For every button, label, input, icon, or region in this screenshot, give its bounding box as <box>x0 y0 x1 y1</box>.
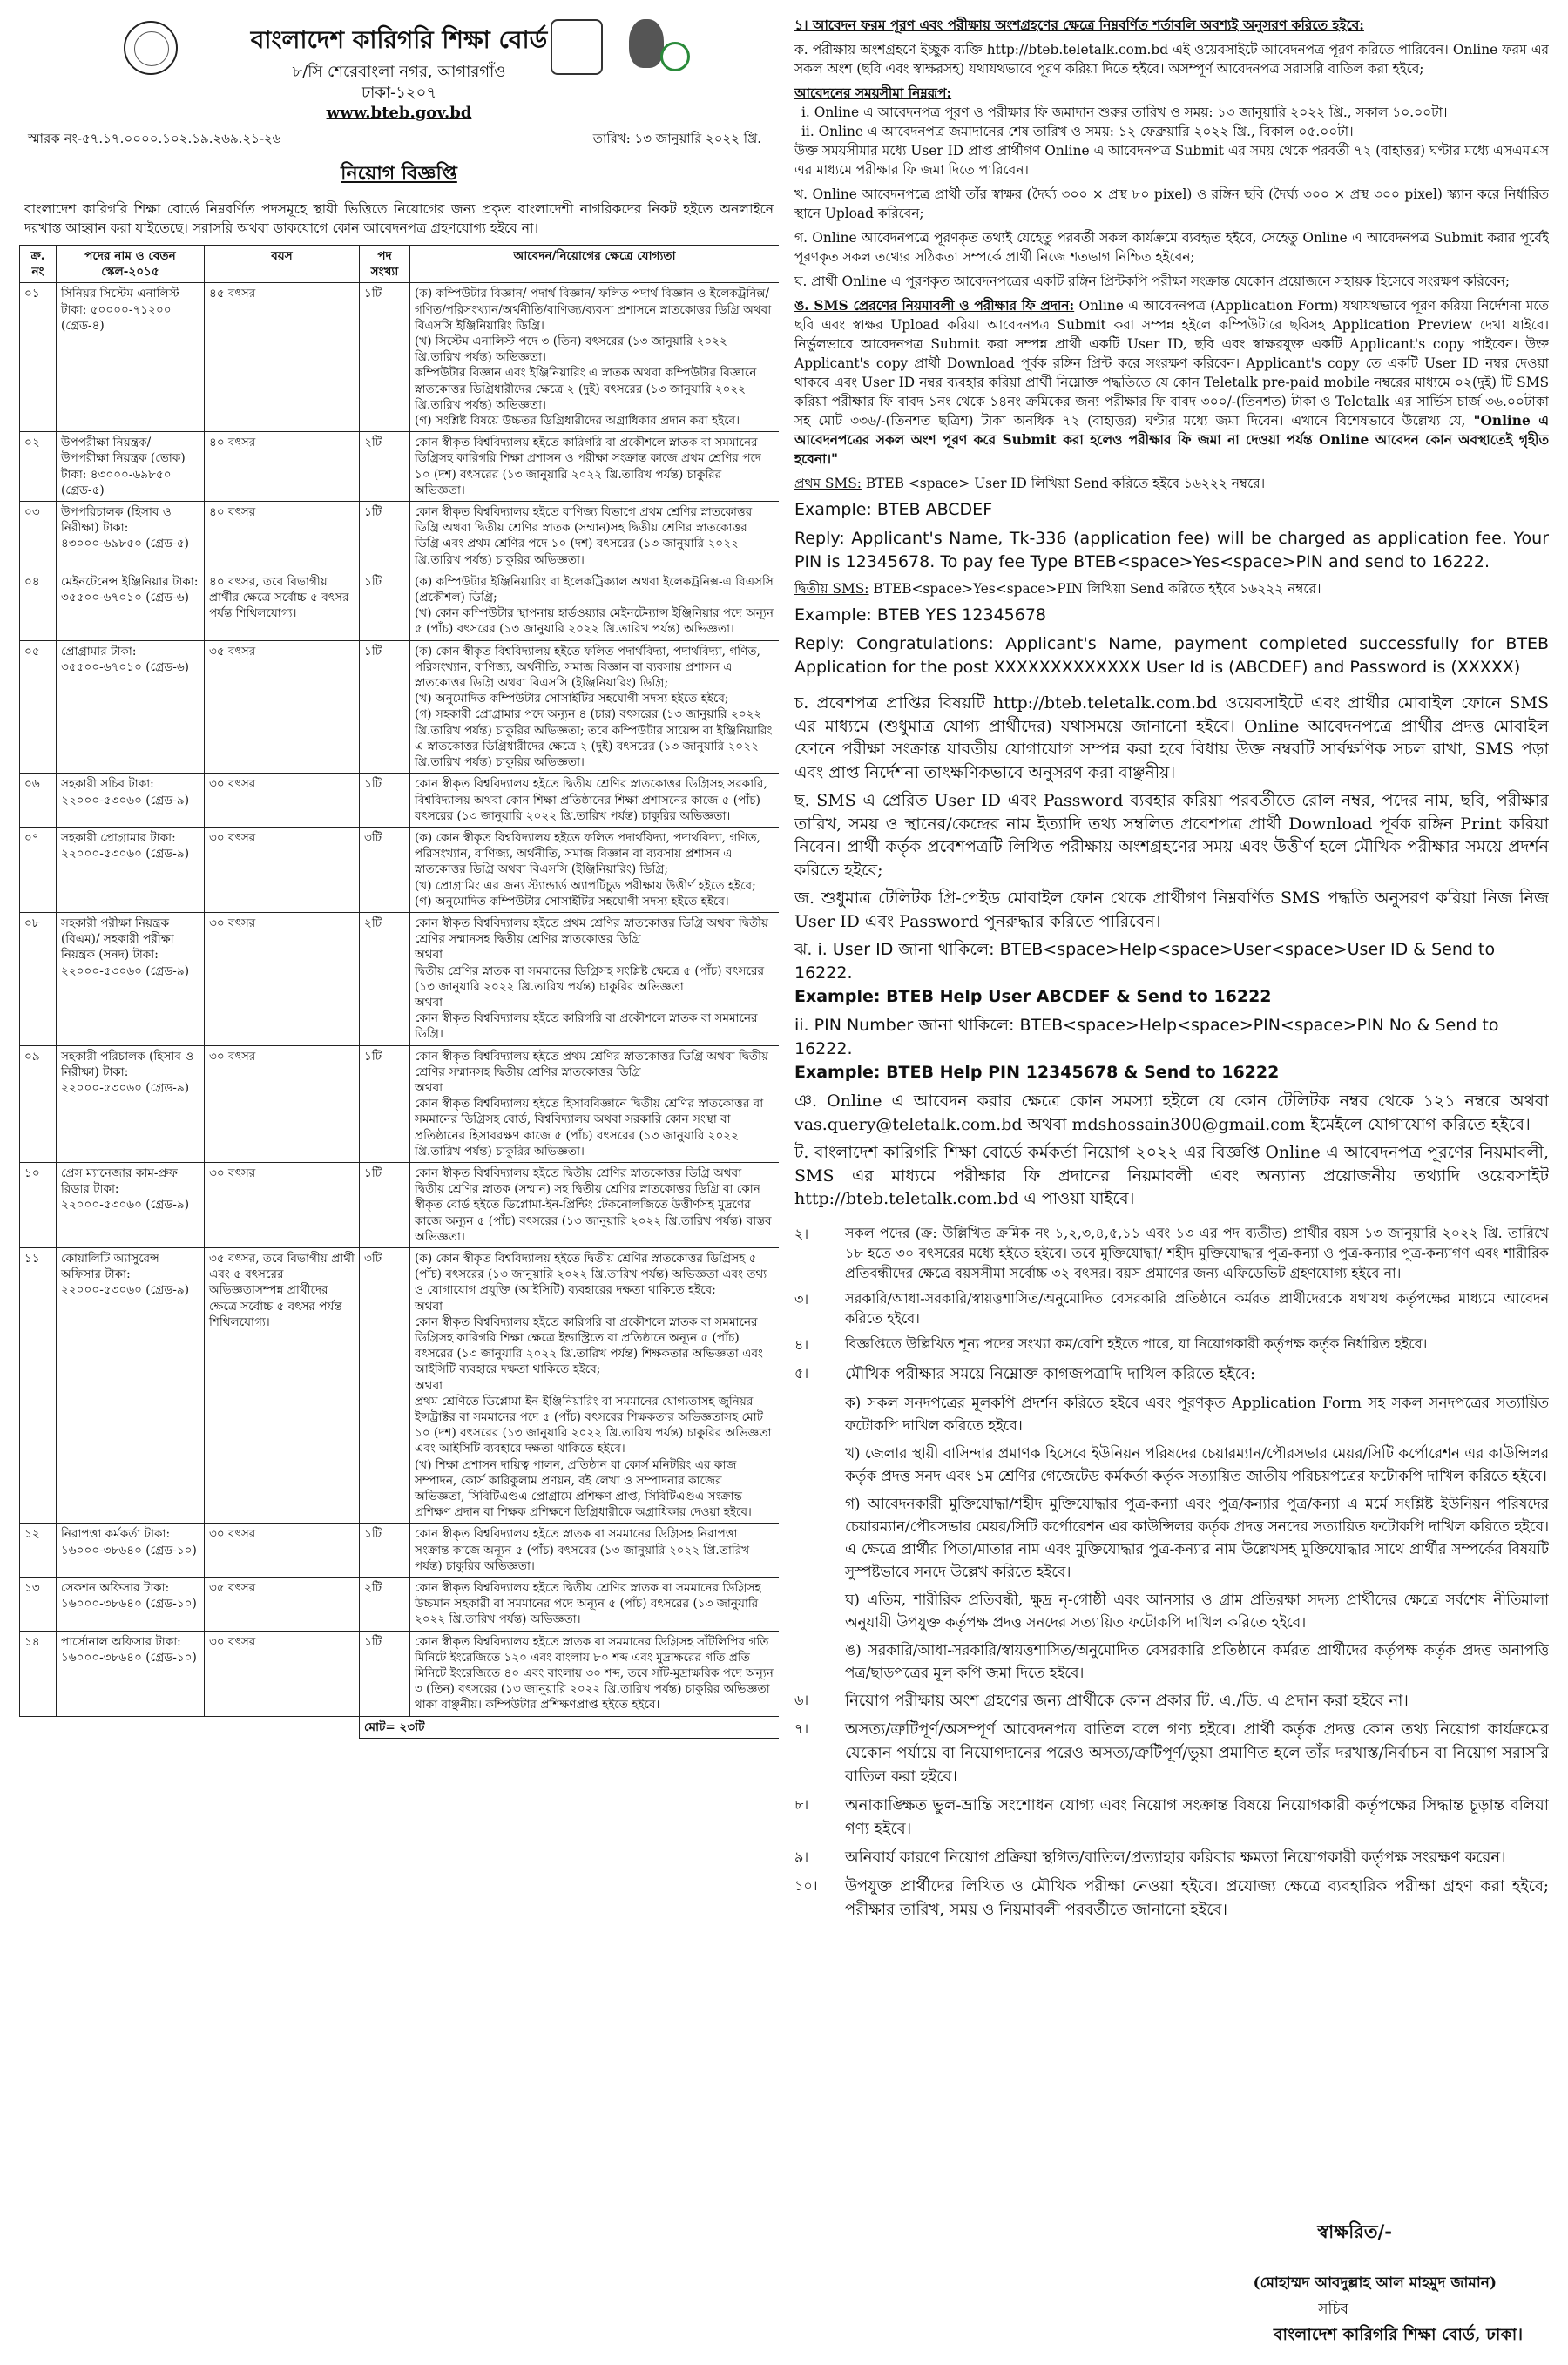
cell-count: ১টি <box>360 283 410 432</box>
table-row <box>20 1247 780 1523</box>
cell-count: ১টি <box>360 571 410 640</box>
cell-count: ২টি <box>360 432 410 502</box>
cell-no: ১২ <box>20 1524 57 1578</box>
list-item <box>794 1223 1549 1283</box>
cell-post: সহকারী প্রোগ্রামার টাকা: ২২০০০-৫৩০৬০ (গ্রেড-৯) <box>57 827 205 912</box>
table-row <box>20 640 780 774</box>
table-row <box>20 912 780 1045</box>
cell-requirements: কোন স্বীকৃত বিশ্ববিদ্যালয় হইতে স্নাতক বা সমমানের ডিগ্রিসহ নিরাপত্তা সংক্রান্ত কাজে অন্যূন ৫ (পাঁচ) বৎসরের (১৩ জানুয়ারি ২০২২ খ্রি.তারিখ পর্যন্ত) চাকুরির অভিজ্ঞতা। <box>410 1524 780 1578</box>
cell-post: প্রোগ্রামার টাকা: ৩৫৫০০-৬৭০১০ (গ্রেড-৬) <box>57 640 205 774</box>
cell-age: ৩০ বৎসর <box>205 912 360 1045</box>
sms-rules-heading: ঙ. SMS প্রেরণের নিয়মাবলী ও পরীক্ষার ফি প্রদান: <box>794 298 1075 314</box>
cell-requirements: কোন স্বীকৃত বিশ্ববিদ্যালয় হইতে প্রথম শ্রেণির স্নাতকোত্তর ডিগ্রি অথবা দ্বিতীয় শ্রেণির সম্মানসহ দ্বিতীয় শ্রেণির স্নাতকোত্তর ডিগ্রি অথবা দ্বিতীয় শ্রেণির স্নাতক বা সমমানের ডিগ্রিসহ সংশ্লিষ্ট ক্ষেত্রে ৫ (পাঁচ) বৎসরের (১৩ জানুয়ারি ২০২২ খ্রি.তারিখ পর্যন্ত) চাকুরির অভিজ্ঞতা অথবা কোন স্বীকৃত বিশ্ববিদ্যালয় হইতে কারিগরি বা প্রকৌশলে স্নাতক বা সমমানের ডিগ্রি। <box>410 912 780 1045</box>
total-value: ২৩টি <box>399 1720 425 1734</box>
item-text: নিয়োগ পরীক্ষায় অংশ গ্রহণের জন্য প্রার্থীকে কোন প্রকার টি. এ./ডি. এ প্রদান করা হইবে না। <box>845 1691 1409 1710</box>
item-number: ৯। <box>794 1848 809 1865</box>
conditions-heading: ১। আবেদন ফরম পূরণ এবং পরীক্ষায় অংশগ্রহণের ক্ষেত্রে নিম্নবর্ণিত শর্তাবলি অবশ্যই অনুসরণ করিতে হইবে: <box>794 17 1364 33</box>
cell-age: ৪০ বৎসর <box>205 502 360 571</box>
address-line-2: ঢাকা-১২০৭ <box>361 84 437 102</box>
cell-count: ১টি <box>360 502 410 571</box>
item-text: মৌখিক পরীক্ষার সময়ে নিম্নোক্ত কাগজপত্রাদি দাখিল করিতে হইবে: <box>845 1364 1256 1383</box>
cell-post: সহকারী সচিব টাকা: ২২০০০-৫৩০৬০ (গ্রেড-৯) <box>57 774 205 828</box>
header-no: ক্র. নং <box>20 246 57 283</box>
item-text: অসত্য/ত্রুটিপূর্ণ/অসম্পূর্ণ আবেদনপত্র বাতিল বলে গণ্য হইবে। প্রার্থী কর্তৃক প্রদত্ত কোন তথ্য নিয়োগ কার্যক্রমের যেকোন পর্যায়ে বা নিয়োগদানের পরেও অসত্য/ত্রুটিপূর্ণ/ভুয়া প্রমাণিত হলে তাঁর দরখাস্ত/নির্বাচন বা নিয়োগ সরাসরি বাতিল করা হইবে। <box>845 1720 1549 1786</box>
cell-post: প্রেস ম্যানেজার কাম-প্রুফ রিডার টাকা: ২২০০০-৫৩০৬০ (গ্রেড-৯) <box>57 1162 205 1247</box>
table-row <box>20 827 780 912</box>
cell-age: ৪০ বৎসর, তবে বিভাগীয় প্রার্থীর ক্ষেত্রে সর্বোচ্চ ৫ বৎসর পর্যন্ত শিথিলযোগ্য। <box>205 571 360 640</box>
first-sms-example: Example: BTEB ABCDEF <box>794 500 993 519</box>
cell-age: ৪৫ বৎসর <box>205 283 360 432</box>
header-count: পদ সংখ্যা <box>360 246 410 283</box>
signed-mark: স্বাক্ষরিত/- <box>1317 2220 1392 2242</box>
item-number: ৮। <box>794 1795 809 1813</box>
cell-post: সহকারী পরীক্ষা নিয়ন্ত্রক (বিএম)/ সহকারী পরীক্ষা নিয়ন্ত্রক (সনদ) টাকা: ২২০০০-৫৩০৬০ (গ্রেড-৯) <box>57 912 205 1045</box>
portrait-logo-icon <box>620 16 699 77</box>
cell-requirements: কোন স্বীকৃত বিশ্ববিদ্যালয় হইতে দ্বিতীয় শ্রেণির স্নাতক বা সমমানের ডিগ্রিসহ উচ্চমান সহকারী বা সমমানের পদে অন্যূন ৫ (পাঁচ) বৎসরের (১৩ জানুয়ারি ২০২২ খ্রি.তারিখ পর্যন্ত) অভিজ্ঞতা। <box>410 1578 780 1632</box>
first-sms-reply: Reply: Applicant's Name, Tk-336 (application fee) will be charged as application fee. Your PIN is 12345678. To pay fee Type BTEB<space>Yes<space>PIN and send to 16222. <box>794 529 1549 571</box>
website-link[interactable]: www.bteb.gov.bd <box>326 104 472 122</box>
table-row <box>20 571 780 640</box>
cell-age: ৩০ বৎসর <box>205 1524 360 1578</box>
clause-umo <box>794 296 1549 469</box>
first-sms-label: প্রথম SMS: <box>794 476 862 491</box>
clause-gha: ঘ. প্রার্থী Online এ পূরণকৃত আবেদনপত্রের একটি রঙ্গিন প্রিন্টকপি পরীক্ষা সংক্রান্ত যেকোন প্রয়োজনে সহায়ক হিসেবে সংরক্ষণ করিবেন; <box>794 274 1511 289</box>
cell-requirements: (ক) কোন স্বীকৃত বিশ্ববিদ্যালয় হইতে ফলিত পদার্থবিদ্যা, পদার্থবিদ্যা, গণিত, পরিসংখ্যান, বাণিজ্য, অর্থনীতি, সমাজ বিজ্ঞান বা ব্যবসায় প্রশাসন এ স্নাতকোত্তর ডিগ্রি অথবা বিএসসি (ইঞ্জিনিয়ারিং) ডিগ্রি; (খ) অনুমোদিত কম্পিউটার সোসাইটির সহযোগী সদস্য হইতে হইবে; (গ) সহকারী প্রোগ্রামার পদে অন্যূন ৪ (চার) বৎসরের (১৩ জানুয়ারি ২০২২ খ্রি.তারিখ পর্যন্ত) চাকুরির অভিজ্ঞতা; তবে কম্পিউটার সায়েন্স বা ইঞ্জিনিয়ারিং এ স্নাতকোত্তর ডিগ্রিধারীদের ক্ষেত্রে ২ (দুই) বৎসরের (১৩ জানুয়ারি ২০২২ খ্রি.তারিখ পর্যন্ত) চাকুরির অভিজ্ঞতা। <box>410 640 780 774</box>
signer-name: (মোহাম্মদ আবদুল্লাহ আল মাহমুদ জামান) <box>1253 2274 1497 2292</box>
cell-count: ১টি <box>360 640 410 774</box>
notice-page <box>19 16 1549 2350</box>
recover-pin-example: Example: BTEB Help PIN 12345678 & Send to 16222 <box>794 1063 1280 1082</box>
clause-cha: চ. প্রবেশপত্র প্রাপ্তির বিষয়টি http://bteb.teletalk.com.bd ওয়েবসাইটে এবং প্রার্থীর মোবাইল ফোনে SMS এর মাধ্যমে (শুধুমাত্র যোগ্য প্রার্থীদের) যথাসময়ে জানানো হইবে। Online আবেদনপত্রে প্রার্থীর প্রদত্ত মোবাইল ফোনে পরীক্ষা সংক্রান্ত যাবতীয় যোগাযোগ সম্পন্ন করা হবে বিধায় উক্ত নম্বরটি সার্বক্ষণিক সচল রাখা, SMS পড়া এবং প্রাপ্ত নির্দেশনা তাৎক্ষণিকভাবে অনুসরণ করা বাঞ্ছনীয়। <box>794 693 1549 782</box>
document-list <box>794 1391 1549 1684</box>
header-age: বয়স <box>205 246 360 283</box>
recover-user-id-example: Example: BTEB Help User ABCDEF & Send to 16222 <box>794 987 1272 1006</box>
cell-count: ১টি <box>360 1631 410 1716</box>
second-sms-example: Example: BTEB YES 12345678 <box>794 605 1047 625</box>
table-body <box>20 283 780 1716</box>
cell-no: ০১ <box>20 283 57 432</box>
list-item <box>794 1875 1549 1922</box>
address-line-1: ৮/সি শেরেবাংলা নগর, আগারগাঁও <box>292 63 506 81</box>
cell-count: ১টি <box>360 1045 410 1162</box>
numbered-items-2 <box>794 1689 1549 1922</box>
cell-post: পার্সোনাল অফিসার টাকা: ১৬০০০-৩৮৬৪০ (গ্রেড-১০) <box>57 1631 205 1716</box>
cell-post: নিরাপত্তা কর্মকর্তা টাকা: ১৬০০০-৩৮৬৪০ (গ্রেড-১০) <box>57 1524 205 1578</box>
cell-count: ২টি <box>360 912 410 1045</box>
document-list-item: ঙ) সরকারি/আধা-সরকারি/স্বায়ত্তশাসিত/অনুমোদিত বেসরকারি প্রতিষ্ঠানে কর্মরত প্রার্থীদের কর্তৃপক্ষ কর্তৃক প্রদত্ত অনাপত্তি পত্র/ছাড়পত্রের মূল কপি জমা দিতে হইবে। <box>845 1640 1549 1681</box>
clause-chha: ছ. SMS এ প্রেরিত User ID এবং Password ব্যবহার করিয়া পরবর্তীতে রোল নম্বর, পদের নাম, ছবি, পরীক্ষার তারিখ, সময় ও স্থানের/কেন্দ্রের নাম ইত্যাদি তথ্য সম্বলিত প্রবেশপত্র প্রার্থী Download পূর্বক রঙ্গিন Print করিয়া নিবেন। প্রার্থী কর্তৃক প্রবেশপত্রটি লিখিত পরীক্ষায় অংশগ্রহণের সময় এবং উত্তীর্ণ হলে মৌখিক পরীক্ষার সময়ে প্রদর্শন করিতে হইবে; <box>794 791 1549 880</box>
item-number: ৭। <box>794 1720 809 1737</box>
item-number: ৫। <box>794 1364 809 1382</box>
item-text: উপযুক্ত প্রার্থীদের লিখিত ও মৌখিক পরীক্ষা নেওয়া হইবে। প্রযোজ্য ক্ষেত্রে ব্যবহারিক পরীক্ষা গ্রহণ করা হইবে; পরীক্ষার তারিখ, সময় ও নিয়মাবলী পরবর্তীতে জানানো হইবে। <box>845 1876 1549 1919</box>
header-post: পদের নাম ও বেতন স্কেল-২০১৫ <box>57 246 205 283</box>
second-sms <box>794 579 1549 598</box>
table-row <box>20 432 780 502</box>
numbered-items <box>794 1223 1549 1386</box>
document-list-item: ঘ) এতিম, শারীরিক প্রতিবন্ধী, ক্ষুদ্র নৃ-গোষ্ঠী এবং আনসার ও গ্রাম প্রতিরক্ষা সদস্য প্রার্থীদের ক্ষেত্রে সর্বশেষ নীতিমালা অনুযায়ী উপযুক্ত কর্তৃপক্ষ প্রদত্ত সনদের সত্যায়িত ফটোকপি দাখিল করিতে হইবে। <box>845 1590 1549 1631</box>
cell-age: ৩৫ বৎসর <box>205 1578 360 1632</box>
clause-ga: গ. Online আবেদনপত্রে পূরণকৃত তথ্যই যেহেতু পরবর্তী সকল কার্যক্রমে ব্যবহৃত হইবে, সেহেতু Online এ আবেদনপত্র Submit করার পূর্বেই পূরণকৃত সকল তথ্যের সঠিকতা সম্পর্কে প্রার্থী নিজে শতভাগ নিশ্চিত হইবেন; <box>794 230 1549 265</box>
header-requirements: আবেদন/নিয়োগের ক্ষেত্রে যোগ্যতা <box>410 246 780 283</box>
cell-requirements: (ক) কম্পিউটার বিজ্ঞান/ পদার্থ বিজ্ঞান/ ফলিত পদার্থ বিজ্ঞান ও ইলেকট্রনিক্স/গণিত/পরিসংখ্যান/অর্থনীতি/বাণিজ্য/ব্যবসা প্রশাসনে স্নাতকোত্তর ডিগ্রি অথবা বিএসসি ইঞ্জিনিয়ারিং ডিগ্রি। (খ) সিস্টেম এনালিস্ট পদে ৩ (তিন) বৎসরের (১৩ জানুয়ারি ২০২২ খ্রি.তারিখ পর্যন্ত) অভিজ্ঞতা। কম্পিউটার বিজ্ঞান এবং ইঞ্জিনিয়ারিং এ স্নাতক অথবা কম্পিউটার বিজ্ঞানে স্নাতকোত্তর ডিগ্রিধারীদের ক্ষেত্রে ২ (দুই) বৎসরের (১৩ জানুয়ারি ২০২২ খ্রি.তারিখ পর্যন্ত) অভিজ্ঞতা। (গ) সংশ্লিষ্ট বিষয়ে উচ্চতর ডিগ্রিধারীদের অগ্রাধিকার প্রদান করা হইবে। <box>410 283 780 432</box>
table-row <box>20 283 780 432</box>
first-sms <box>794 474 1549 493</box>
cell-post: সিনিয়র সিস্টেম এনালিস্ট টাকা: ৫০০০০-৭১২০০ (গ্রেড-৪) <box>57 283 205 432</box>
item-text: অনিবার্য কারণে নিয়োগ প্রক্রিয়া স্থগিত/বাতিল/প্রত্যাহার করিবার ক্ষমতা নিয়োগকারী কর্তৃপক্ষ সংরক্ষণ করেন। <box>845 1848 1506 1867</box>
table-header-row <box>20 246 780 283</box>
cell-requirements: কোন স্বীকৃত বিশ্ববিদ্যালয় হইতে দ্বিতীয় শ্রেণির স্নাতকোত্তর ডিগ্রিসহ সরকারি, বিশ্ববিদ্যালয় অথবা কোন শিক্ষা প্রতিষ্ঠানের শিক্ষা প্রশাসনের কাজে ৫ (পাঁচ) বৎসরের (১৩ জানুয়ারি ২০২২ খ্রি.তারিখ পর্যন্ত) চাকুরির অভিজ্ঞতা। <box>410 774 780 828</box>
total-row <box>20 1716 780 1738</box>
cell-age: ৩০ বৎসর <box>205 1045 360 1162</box>
cell-age: ৩৫ বৎসর <box>205 640 360 774</box>
second-sms-reply: Reply: Congratulations: Applicant's Name, payment completed successfully for BTEB Application for the post XXXXXXXXXXXXX User Id is (ABCDEF) and Password is (XXXXX) <box>794 634 1549 677</box>
item-text: সরকারি/আধা-সরকারি/স্বায়ত্তশাসিত/অনুমোদিত বেসরকারি প্রতিষ্ঠানে কর্মরত প্রার্থীদেরকে যথাযথ কর্তৃপক্ষের মাধ্যমে আবেদন করিতে হইবে। <box>845 1289 1549 1327</box>
memo-number: স্মারক নং-৫৭.১৭.০০০০.১০২.১৯.২৬৯.২১-২৬ <box>28 131 281 146</box>
cell-age: ৩০ বৎসর <box>205 1162 360 1247</box>
cell-post: মেইনটেনেন্স ইঞ্জিনিয়ার টাকা: ৩৫৫০০-৬৭০১০ (গ্রেড-৬) <box>57 571 205 640</box>
cell-count: ৩টি <box>360 1247 410 1523</box>
signer-title: সচিব <box>1318 2301 1348 2318</box>
cell-no: ০৯ <box>20 1045 57 1162</box>
sms-rules-warning: "Online এ আবেদনপত্রের সকল অংশ পূরণ করে Submit করা হলেও পরীক্ষার ফি জমা না দেওয়া পর্যন্ত Online আবেদন কোন অবস্থাতেই গৃহীত হবেনা।" <box>794 413 1549 467</box>
cell-requirements: কোন স্বীকৃত বিশ্ববিদ্যালয় হইতে স্নাতক বা সমমানের ডিগ্রিসহ সাঁটলিপির গতি মিনিটে ইংরেজিতে ১২০ এবং বাংলায় ৮০ শব্দ এবং মুদ্রাক্ষরের গতি প্রতি মিনিটে ইংরেজিতে ৪০ এবং বাংলায় ৩০ শব্দ, তবে সাঁট-মুদ্রাক্ষরিক পদে অন্যূন ৩ (তিন) বৎসরের (১৩ জানুয়ারি ২০২২ খ্রি.তারিখ পর্যন্ত) চাকুরির অভিজ্ঞতা থাকা বাঞ্ছনীয়। কম্পিউটার প্রশিক্ষণপ্রাপ্ত হইতে হইবে। <box>410 1631 780 1716</box>
cell-no: ০৪ <box>20 571 57 640</box>
clause-ja: জ. শুধুমাত্র টেলিটক প্রি-পেইড মোবাইল ফোন থেকে প্রার্থীগণ নিম্নবর্ণিত SMS পদ্ধতি অনুসরণ করিয়া নিজ নিজ User ID এবং Password পুনরুদ্ধার করিতে পারিবেন। <box>794 889 1549 931</box>
cell-no: ১০ <box>20 1162 57 1247</box>
timeline-note: উক্ত সময়সীমার মধ্যে User ID প্রাপ্ত প্রার্থীগণ Online এ আবেদনপত্র Submit এর সময় থেকে পরবর্তী ৭২ (বাহাত্তর) ঘণ্টার মধ্যে এসএমএস এর মাধ্যমে পরীক্ষার ফি জমা দিতে পারিবেন। <box>794 143 1549 178</box>
table-row <box>20 1631 780 1716</box>
cell-requirements: কোন স্বীকৃত বিশ্ববিদ্যালয় হইতে প্রথম শ্রেণির স্নাতকোত্তর ডিগ্রি অথবা দ্বিতীয় শ্রেণির সম্মানসহ দ্বিতীয় শ্রেণির স্নাতকোত্তর ডিগ্রি অথবা কোন স্বীকৃত বিশ্ববিদ্যালয় হইতে হিসাববিজ্ঞানে দ্বিতীয় শ্রেণির স্নাতকোত্তর বা সমমানের ডিগ্রিসহ বোর্ড, বিশ্ববিদ্যালয় অথবা সরকারি কোন সংস্থা বা প্রতিষ্ঠানের হিসাবরক্ষণ কাজে ৫ (পাঁচ) বৎসরের (১৩ জানুয়ারি ২০২২ খ্রি.তারিখ পর্যন্ত) চাকুরির অভিজ্ঞতা। <box>410 1045 780 1162</box>
list-item <box>794 1718 1549 1788</box>
cell-no: ১৩ <box>20 1578 57 1632</box>
cell-no: ০৫ <box>20 640 57 774</box>
second-sms-body: BTEB<space>Yes<space>PIN লিখিয়া Send করিতে হইবে ১৬২২২ নম্বরে। <box>873 581 1321 597</box>
document-list-item: খ) জেলার স্থায়ী বাসিন্দার প্রমাণক হিসেবে ইউনিয়ন পরিষদের চেয়ারম্যান/পৌরসভার মেয়র/সিটি কর্পোরেশন এর কাউন্সিলর কর্তৃক প্রদত্ত সনদ এবং ১ম শ্রেণির গেজেটেড কর্মকর্তা কর্তৃক সত্যায়িত জাতীয় পরিচয়পত্রের ফটোকপি দাখিল করিতে হইবে। <box>845 1443 1549 1484</box>
notice-title: নিয়োগ বিজ্ঞপ্তি <box>341 162 457 185</box>
clause-kha: খ. Online আবেদনপত্রে প্রার্থী তাঁর স্বাক্ষর (দৈর্ঘ্য ৩০০ × প্রস্থ ৮০ pixel) ও রঙ্গিন ছবি (দৈর্ঘ্য ৩০০ × প্রস্থ ৩০০ pixel) স্ক্যান করে নির্ধারিত স্থানে Upload করিবেন; <box>794 186 1549 221</box>
bteb-seal-icon <box>124 21 178 75</box>
item-number: ২। <box>794 1225 809 1242</box>
clause-ta: ট. বাংলাদেশ কারিগরি শিক্ষা বোর্ডে কর্মকর্তা নিয়োগ ২০২২ এর বিজ্ঞপ্তি Online এ আবেদনপত্র পূরণের নিয়মাবলী, SMS এর মাধ্যমে পরীক্ষার ফি প্রদানের নিয়মাবলী এবং অন্যান্য প্রয়োজনীয় তথ্যাদি ওয়েবসাইট http://bteb.teletalk.com.bd এ পাওয়া যাইবে। <box>794 1143 1549 1208</box>
cell-post: উপপরীক্ষা নিয়ন্ত্রক/ উপপরীক্ষা নিয়ন্ত্রক (ভোক) টাকা: ৪৩০০০-৬৯৮৫০ (গ্রেড-৫) <box>57 432 205 502</box>
posts-table <box>19 245 779 1739</box>
cell-no: ১১ <box>20 1247 57 1523</box>
cell-no: ০৬ <box>20 774 57 828</box>
org-name: বাংলাদেশ কারিগরি শিক্ষা বোর্ড <box>250 25 548 54</box>
cell-age: ৩০ বৎসর <box>205 774 360 828</box>
signer-org: বাংলাদেশ কারিগরি শিক্ষা বোর্ড, ঢাকা। <box>1273 2325 1523 2344</box>
item-number: ৪। <box>794 1335 809 1353</box>
cell-requirements: (ক) কম্পিউটার ইঞ্জিনিয়ারিং বা ইলেকট্রিক্যাল অথবা ইলেকট্রনিক্স-এ বিএসসি (প্রকৌশল) ডিগ্রি; (খ) কোন কম্পিউটার স্থাপনায় হার্ডওয়্যার মেইনটেন্যান্স ইঞ্জিনিয়ার পদে অন্যূন ৫ (পাঁচ) বৎসরের (১৩ জানুয়ারি ২০২২ খ্রি.তারিখ পর্যন্ত) অভিজ্ঞতা। <box>410 571 780 640</box>
second-sms-label: দ্বিতীয় SMS: <box>794 581 869 597</box>
recover-user-id: ঝ. i. User ID জানা থাকিলে: BTEB<space>Help<space>User<space>User ID & Send to 16222. <box>794 940 1496 983</box>
cell-age: ৪০ বৎসর <box>205 432 360 502</box>
intro-paragraph: বাংলাদেশ কারিগরি শিক্ষা বোর্ডে নিম্নবর্ণিত পদসমূহে স্থায়ী ভিত্তিতে নিয়োগের জন্য প্রকৃত বাংলাদেশী নাগরিকদের নিকট হইতে অনলাইনে দরখাস্ত আহ্বান করা যাইতেছে। সরাসরি অথবা ডাকযোগে কোন আবেদনপত্র গ্রহণযোগ্য হইবে না। <box>24 201 774 236</box>
document-list-item: ক) সকল সনদপত্রের মূলকপি প্রদর্শন করিতে হইবে এবং পূরণকৃত Application Form সহ সকল সনদপত্রের সত্যায়িত ফটোকপি দাখিল করিতে হইবে। <box>845 1393 1549 1434</box>
item-text: সকল পদের (ক্র: উল্লিখিত ক্রমিক নং ১,২,৩,৪,৫,১১ এবং ১৩ এর পদ ব্যতীত) প্রার্থীর বয়স ১৩ জানুয়ারি ২০২২ খ্রি. তারিখে ১৮ হতে ৩০ বৎসরের মধ্যে হইতে হইবে। তবে মুক্তিযোদ্ধা/ শহীদ মুক্তিযোদ্ধার পুত্র-কন্যা ও পুত্র-কন্যার পুত্র-কন্যাগণ এবং শারীরিক প্রতিবন্ধীদের ক্ষেত্রে বয়সসীমা সর্বোচ্চ ৩২ বৎসর। বয়স প্রমাণের জন্য এফিডেভিট গ্রহণযোগ্য হইবে না। <box>845 1224 1549 1281</box>
cell-age: ৩০ বৎসর <box>205 1631 360 1716</box>
cell-requirements: কোন স্বীকৃত বিশ্ববিদ্যালয় হইতে বাণিজ্য বিভাগে প্রথম শ্রেণির স্নাতকোত্তর ডিগ্রি অথবা দ্বিতীয় শ্রেণির স্নাতক (সম্মান)সহ দ্বিতীয় শ্রেণির স্নাতকোত্তর ডিগ্রি এবং প্রথম শ্রেণির পদে ১০ (দশ) বৎসরের (১৩ জানুয়ারি ২০২২ খ্রি.তারিখ পর্যন্ত) চাকুরির অভিজ্ঞতা। <box>410 502 780 571</box>
memo-row <box>19 127 779 152</box>
item-number: ৩। <box>794 1290 809 1308</box>
cell-requirements: কোন স্বীকৃত বিশ্ববিদ্যালয় হইতে কারিগরি বা প্রকৌশলে স্নাতক বা সমমানের ডিগ্রিসহ কারিগরি শিক্ষা প্রশাসন ও পরীক্ষা সংক্রান্ত কাজে প্রথম শ্রেণির পদে ১০ (দশ) বৎসরের (১৩ জানুয়ারি ২০২২ খ্রি.তারিখ পর্যন্ত) চাকুরির অভিজ্ঞতা। <box>410 432 780 502</box>
cell-requirements: কোন স্বীকৃত বিশ্ববিদ্যালয় হইতে দ্বিতীয় শ্রেণির স্নাতকোত্তর ডিগ্রি অথবা দ্বিতীয় শ্রেণির স্নাতক (সম্মান) সহ দ্বিতীয় শ্রেণির স্নাতকোত্তর ডিগ্রি বা কোন স্বীকৃত বোর্ড হইতে ডিপ্লোমা-ইন-প্রিন্টিং টেকনোলজিতে উত্তীর্ণসহ মুদ্রণের কাজে অন্যূন ৫ (পাঁচ) বৎসরের (১৩ জানুয়ারি ২০২২ খ্রি.তারিখ পর্যন্ত) বাস্তব অভিজ্ঞতা। <box>410 1162 780 1247</box>
cell-count: ৩টি <box>360 827 410 912</box>
left-column <box>19 16 779 2350</box>
cell-no: ১৪ <box>20 1631 57 1716</box>
table-row <box>20 774 780 828</box>
table-row <box>20 1162 780 1247</box>
cell-age: ৩৫ বৎসর, তবে বিভাগীয় প্রার্থী এবং ৫ বৎসরের অভিজ্ঞতাসম্পন্ন প্রার্থীদের ক্ষেত্রে সর্বোচ্চ ৫ বৎসর পর্যন্ত শিথিলযোগ্য। <box>205 1247 360 1523</box>
timeline-start: i. Online এ আবেদনপত্র পূরণ ও পরীক্ষার ফি জমাদান শুরুর তারিখ ও সময়: ১৩ জানুয়ারি ২০২২ খ্রি., সকাল ১০.০০টা। <box>801 105 1448 120</box>
recover-pin: ii. PIN Number জানা থাকিলে: BTEB<space>Help<space>PIN<space>PIN No & Send to 16222. <box>794 1016 1499 1058</box>
clause-nya: ঞ. Online এ আবেদন করার ক্ষেত্রে কোন সমস্যা হইলে যে কোন টেলিটক নম্বর থেকে ১২১ নম্বরে অথবা vas.query@teletalk.com.bd অথবা mdshossain300@gmail.com ইমেইলে যোগাযোগ করিতে হইবে। <box>794 1091 1549 1134</box>
table-row <box>20 1045 780 1162</box>
cell-age: ৩০ বৎসর <box>205 827 360 912</box>
cell-post: উপপরিচালক (হিসাব ও নিরীক্ষা) টাকা: ৪৩০০০-৬৯৮৫০ (গ্রেড-৫) <box>57 502 205 571</box>
mujib-borsho-logo-icon <box>551 19 603 75</box>
list-item <box>794 1689 1549 1713</box>
cell-no: ০৭ <box>20 827 57 912</box>
cell-post: সেকশন অফিসার টাকা: ১৬০০০-৩৮৬৪০ (গ্রেড-১০) <box>57 1578 205 1632</box>
cell-no: ০৩ <box>20 502 57 571</box>
first-sms-body: BTEB <space> User ID লিখিয়া Send করিতে হইবে ১৬২২২ নম্বরে। <box>865 476 1266 491</box>
cell-requirements: (ক) কোন স্বীকৃত বিশ্ববিদ্যালয় হইতে দ্বিতীয় শ্রেণির স্নাতকোত্তর ডিগ্রিসহ ৫ (পাঁচ) বৎসরের (১৩ জানুয়ারি ২০২২ খ্রি.তারিখ পর্যন্ত) অভিজ্ঞতা এবং তথ্য ও যোগাযোগ প্রযুক্তি (আইসিটি) ব্যবহারের দক্ষতা থাকিতে হইবে; অথবা কোন স্বীকৃত বিশ্ববিদ্যালয় হইতে কারিগরি বা প্রকৌশলে স্নাতক বা সমমানের ডিগ্রিসহ কারিগরি শিক্ষা ক্ষেত্রে ইন্ডাস্ট্রিতে বা প্রতিষ্ঠানে অন্যূন ৫ (পাঁচ) বৎসরের (১৩ জানুয়ারি ২০২২ খ্রি.তারিখ পর্যন্ত) শিক্ষকতার অভিজ্ঞতা এবং আইসিটি ব্যবহারে দক্ষতা থাকিতে হইবে; অথবা প্রথম শ্রেণিতে ডিপ্লোমা-ইন-ইঞ্জিনিয়ারিং বা সমমানের যোগ্যতাসহ জুনিয়র ইন্সট্রাক্টর বা সমমানের পদে ৫ (পাঁচ) বৎসরের শিক্ষকতার অভিজ্ঞতাসহ মোট ১০ (দশ) বৎসরের (১৩ জানুয়ারি ২০২২ খ্রি.তারিখ পর্যন্ত) চাকুরির অভিজ্ঞতা এবং আইসিটি ব্যবহারে দক্ষতা থাকিতে হইবে। (খ) শিক্ষা প্রশাসন দায়িত্ব পালন, প্রতিষ্ঠান বা কোর্স মনিটরিং এর কাজ সম্পাদন, কোর্স কারিকুলাম প্রণয়ন, বই লেখা ও সম্পাদনার কাজের অভিজ্ঞতা, সিবিটিএণ্ডএ প্রোগ্রামে প্রশিক্ষণ প্রাপ্ত, সিবিটিএণ্ডএ সংক্রান্ত প্রশিক্ষণ প্রদান বা শিক্ষক প্রশিক্ষণে ডিগ্রিধারীকে অগ্রাধিকার দেওয়া হইবে। <box>410 1247 780 1523</box>
timeline-end: ii. Online এ আবেদনপত্র জমাদানের শেষ তারিখ ও সময়: ১২ ফেব্রুয়ারি ২০২২ খ্রি., বিকাল ০৫.০০টা। <box>801 124 1354 139</box>
list-item <box>794 1362 1549 1386</box>
table-row <box>20 502 780 571</box>
cell-count: ১টি <box>360 1162 410 1247</box>
cell-post: কোয়ালিটি অ্যাসুরেন্স অফিসার টাকা: ২২০০০-৫৩০৬০ (গ্রেড-৯) <box>57 1247 205 1523</box>
document-list-item: গ) আবেদনকারী মুক্তিযোদ্ধা/শহীদ মুক্তিযোদ্ধার পুত্র-কন্যা এবং পুত্র/কন্যার পুত্র/কন্যা এ মর্মে সংশ্লিষ্ট ইউনিয়ন পরিষদের চেয়ারম্যান/পৌরসভার মেয়র/সিটি কর্পোরেশন এর কাউন্সিলর কর্তৃক প্রদত্ত সনদের সত্যায়িত ফটোকপি দাখিল করিতে হইবে। এ ক্ষেত্রে প্রার্থীর পিতা/মাতার নাম এবং মুক্তিযোদ্ধার পুত্র-কন্যার নাম উল্লেখসহ মুক্তিযোদ্ধার সাথে প্রার্থীর সম্পর্কের বিষয়টি সুস্পষ্টভাবে সনদে উল্লেখ করিতে হইবে। <box>845 1494 1549 1580</box>
clause-ka: ক. পরীক্ষায় অংশগ্রহণে ইচ্ছুক ব্যক্তি http://bteb.teletalk.com.bd এই ওয়েবসাইটে আবেদনপত্র পূরণ করিতে পারিবেন। Online ফরম এর সকল অংশ (ছবি এবং স্বাক্ষরসহ) যথাযথভাবে পূরণ করিয়া দিতে হইবে। অসম্পূর্ণ আবেদনপত্র সরাসরি বাতিল করা হইবে; <box>794 42 1549 77</box>
list-item <box>794 1288 1549 1328</box>
table-row <box>20 1578 780 1632</box>
right-column <box>794 16 1549 2350</box>
sms-rules-body: Online এ আবেদনপত্র (Application Form) যথাযথভাবে পূরণ করিয়া নির্দেশনা মতে ছবি এবং স্বাক্ষর Upload করিয়া আবেদনপত্র Submit করা সম্পন্ন হইলে কম্পিউটারে ছবিসহ Application Preview দেখা যাইবে। নির্ভুলভাবে আবেদনপত্র Submit করা সম্পন্ন প্রার্থী একটি User ID, ছবি এবং স্বাক্ষরযুক্ত একটি Applicant's copy পাইবেন। উক্ত Applicant's copy প্রার্থী Download পূর্বক রঙ্গিন প্রিন্ট করে সংরক্ষণ করিবেন। Applicant's copy তে একটি User ID নম্বর দেওয়া থাকবে এবং User ID নম্বর ব্যবহার করিয়া প্রার্থী নিম্নোক্ত পদ্ধতিতে যে কোন Teletalk pre-paid mobile নম্বরের মাধ্যমে ০২(দুই) টি SMS করিয়া পরীক্ষার ফি বাবদ ১নং থেকে ১৪নং ক্রমিকের জন্য পরীক্ষার ফি বাবদ ৩০০/-(তিনশত) টাকা ও Teletalk এর সার্ভিস চার্জ ৩৬.০০টাকা সহ মোট ৩৩৬/-(তিনশত ছত্রিশ) টাকা অনধিক ৭২ (বাহাত্তর) ঘণ্টার মধ্যে জমা দিবেন। এখানে বিশেষভাবে উল্লেখ্য যে, <box>794 298 1549 429</box>
list-item <box>794 1794 1549 1841</box>
list-item <box>794 1846 1549 1869</box>
table-row <box>20 1524 780 1578</box>
item-text: অনাকাঙ্ক্ষিত ভুল-ভ্রান্তি সংশোধন যোগ্য এবং নিয়োগ সংক্রান্ত বিষয়ে নিয়োগকারী কর্তৃপক্ষের সিদ্ধান্ত চূড়ান্ত বলিয়া গণ্য হইবে। <box>845 1795 1549 1838</box>
memo-date: তারিখ: ১৩ জানুয়ারি ২০২২ খ্রি. <box>592 131 761 146</box>
cell-count: ১টি <box>360 1524 410 1578</box>
item-number: ১০। <box>794 1876 818 1894</box>
total-label: মোট= <box>364 1720 395 1734</box>
item-text: বিজ্ঞপ্তিতে উল্লিখিত শূন্য পদের সংখ্যা কম/বেশি হইতে পারে, যা নিয়োগকারী কর্তৃপক্ষ কর্তৃক নির্ধারিত হইবে। <box>845 1335 1428 1352</box>
item-number: ৬। <box>794 1691 809 1708</box>
timeline-heading: আবেদনের সময়সীমা নিম্নরূপ: <box>794 85 952 101</box>
letterhead <box>19 16 779 127</box>
cell-no: ০৮ <box>20 912 57 1045</box>
cell-requirements: (ক) কোন স্বীকৃত বিশ্ববিদ্যালয় হইতে ফলিত পদার্থবিদ্যা, পদার্থবিদ্যা, গণিত, পরিসংখ্যান, বাণিজ্য, অর্থনীতি, সমাজ বিজ্ঞান বা ব্যবসায় প্রশাসন এ স্নাতকোত্তর ডিগ্রি অথবা বিএসসি (ইঞ্জিনিয়ারিং) ডিগ্রি; (খ) প্রোগ্রামিং এর জন্য স্ট্যান্ডার্ড অ্যাপটিচুড পরীক্ষায় উত্তীর্ণ হইতে হইবে; (গ) অনুমোদিত কম্পিউটার সোসাইটির সহযোগী সদস্য হইতে হইবে। <box>410 827 780 912</box>
list-item <box>794 1334 1549 1357</box>
cell-no: ০২ <box>20 432 57 502</box>
cell-count: ২টি <box>360 1578 410 1632</box>
cell-count: ১টি <box>360 774 410 828</box>
cell-post: সহকারী পরিচালক (হিসাব ও নিরীক্ষা) টাকা: ২২০০০-৫৩০৬০ (গ্রেড-৯) <box>57 1045 205 1162</box>
